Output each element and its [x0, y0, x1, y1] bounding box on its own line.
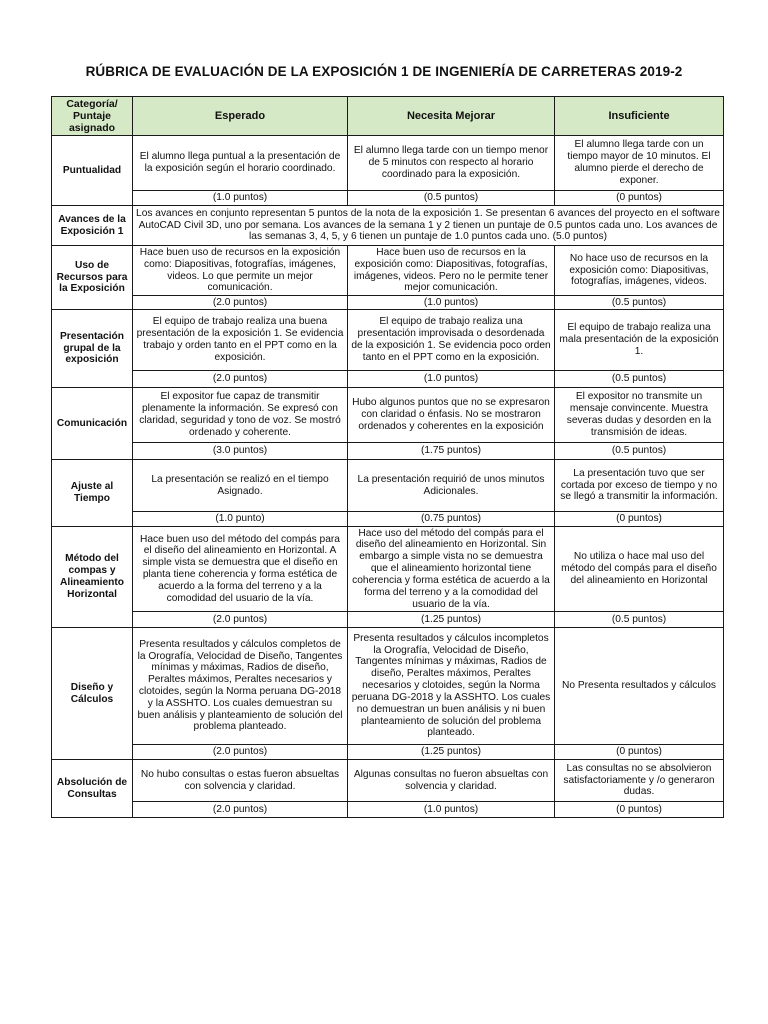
- insufficient-cell: El expositor no transmite un mensaje convincente. Muestra severas dudas y desorden en la transmisión de ideas.: [555, 388, 724, 443]
- criterion-cell: Método del compas y Alineamiento Horizontal: [52, 527, 133, 628]
- points-row: [52, 745, 724, 760]
- expected-points: (1.0 puntos): [133, 191, 348, 206]
- header-row: [52, 97, 724, 136]
- table-row: [52, 310, 724, 371]
- insufficient-points: (0.5 puntos): [555, 443, 724, 460]
- insufficient-cell: No utiliza o hace mal uso del método del compás para el diseño del alineamiento en Horizontal: [555, 527, 724, 612]
- expected-cell: El expositor fue capaz de transmitir plenamente la información. Se expresó con claridad, seguridad y tono de voz. Se mostró ordenado y coherente.: [133, 388, 348, 443]
- insufficient-points: (0.5 puntos): [555, 296, 724, 310]
- header-expected: Esperado: [133, 97, 348, 136]
- header-needs-improvement: Necesita Mejorar: [348, 97, 555, 136]
- table-row: [52, 527, 724, 612]
- needs-improvement-cell: La presentación requirió de unos minutos Adicionales.: [348, 460, 555, 512]
- needs-improvement-points: (0.75 puntos): [348, 512, 555, 527]
- insufficient-cell: Las consultas no se absolvieron satisfactoriamente y /o generaron dudas.: [555, 760, 724, 802]
- criterion-cell: Presentación grupal de la exposición: [52, 310, 133, 388]
- table-row: [52, 760, 724, 802]
- criterion-cell: Avances de la Exposición 1: [52, 206, 133, 246]
- expected-cell: El alumno llega puntual a la presentación de la exposición según el horario coordinado.: [133, 136, 348, 191]
- criterion-cell: Diseño y Cálculos: [52, 628, 133, 760]
- points-row: [52, 296, 724, 310]
- expected-points: (2.0 puntos): [133, 296, 348, 310]
- document-title: RÚBRICA DE EVALUACIÓN DE LA EXPOSICIÓN 1 DE INGENIERÍA DE CARRETERAS 2019-2: [85, 64, 683, 79]
- table-row: [52, 388, 724, 443]
- criterion-cell: Ajuste al Tiempo: [52, 460, 133, 527]
- table-row: [52, 628, 724, 745]
- points-row: [52, 371, 724, 388]
- rubric-table: [51, 96, 724, 818]
- needs-improvement-cell: Hace uso del método del compás para el diseño del alineamiento en Horizontal. Sin embargo a simple vista no se demuestra que el alineamiento horizontal tiene coherencia y forma estética de acuerdo a la forma del terreno y a la comodidad del usuario de la vía.: [348, 527, 555, 612]
- expected-cell: El equipo de trabajo realiza una buena presentación de la exposición 1. Se evidencia trabajo y orden tanto en el PPT como en la exposición.: [133, 310, 348, 371]
- insufficient-points: (0.5 puntos): [555, 371, 724, 388]
- needs-improvement-cell: Presenta resultados y cálculos incompletos la Orografía, Velocidad de Diseño, Tangentes mínimas y máximas, Radios de diseño, Peraltes máximos, Peraltes necesarios y clotoides, según la Norma peruana DG-2018 y la ASSHTO. Los cuales no demuestran un buen análisis y ni buen planteamiento de solución del problema planteado.: [348, 628, 555, 745]
- table-row: [52, 246, 724, 296]
- needs-improvement-cell: Algunas consultas no fueron absueltas con solvencia y claridad.: [348, 760, 555, 802]
- points-row: [52, 512, 724, 527]
- needs-improvement-points: (1.25 puntos): [348, 745, 555, 760]
- expected-points: (3.0 puntos): [133, 443, 348, 460]
- criterion-cell: Puntualidad: [52, 136, 133, 206]
- expected-cell: No hubo consultas o estas fueron absueltas con solvencia y claridad.: [133, 760, 348, 802]
- header-category: Categoría/ Puntaje asignado: [52, 97, 133, 136]
- insufficient-cell: No Presenta resultados y cálculos: [555, 628, 724, 745]
- needs-improvement-points: (1.0 puntos): [348, 296, 555, 310]
- expected-cell: Hace buen uso del método del compás para el diseño del alineamiento en Horizontal. A simple vista se demuestra que el diseño en planta tiene coherencia y forma estética de acuerdo a la forma del terreno y a la comodidad del usuario de la vía.: [133, 527, 348, 612]
- needs-improvement-cell: El alumno llega tarde con un tiempo menor de 5 minutos con respecto al horario coordinado para la exposición.: [348, 136, 555, 191]
- expected-points: (1.0 punto): [133, 512, 348, 527]
- needs-improvement-points: (1.0 puntos): [348, 371, 555, 388]
- needs-improvement-points: (1.25 puntos): [348, 612, 555, 628]
- points-row: [52, 612, 724, 628]
- criterion-cell: Absolución de Consultas: [52, 760, 133, 818]
- points-row: [52, 443, 724, 460]
- expected-points: (2.0 puntos): [133, 745, 348, 760]
- insufficient-points: (0 puntos): [555, 191, 724, 206]
- criterion-cell: Uso de Recursos para la Exposición: [52, 246, 133, 310]
- insufficient-points: (0 puntos): [555, 802, 724, 818]
- insufficient-points: (0 puntos): [555, 745, 724, 760]
- merged-description-cell: Los avances en conjunto representan 5 puntos de la nota de la exposición 1. Se presentan 6 avances del proyecto en el software AutoCAD Civil 3D, uno por semana. Los avances de la semana 1 y 2 tienen un puntaje de 0.5 puntos cada uno. Los avances de las semanas 3, 4, 5, y 6 tienen un puntaje de 1.0 puntos cada uno. (5.0 puntos): [133, 206, 724, 246]
- expected-points: (2.0 puntos): [133, 371, 348, 388]
- insufficient-cell: El equipo de trabajo realiza una mala presentación de la exposición 1.: [555, 310, 724, 371]
- expected-points: (2.0 puntos): [133, 612, 348, 628]
- insufficient-points: (0.5 puntos): [555, 612, 724, 628]
- table-row: [52, 206, 724, 246]
- needs-improvement-points: (1.0 puntos): [348, 802, 555, 818]
- table-row: [52, 136, 724, 191]
- needs-improvement-cell: El equipo de trabajo realiza una presentación improvisada o desordenada de la exposición 1. Se evidencia poco orden tanto en el PPT como en la exposición.: [348, 310, 555, 371]
- needs-improvement-cell: Hubo algunos puntos que no se expresaron con claridad o énfasis. No se mostraron ordenados y coherentes en la exposición: [348, 388, 555, 443]
- needs-improvement-cell: Hace buen uso de recursos en la exposición como: Diapositivas, fotografías, imágenes, videos. Pero no le permite tener mejor comunicación.: [348, 246, 555, 296]
- needs-improvement-points: (1.75 puntos): [348, 443, 555, 460]
- expected-cell: Hace buen uso de recursos en la exposición como: Diapositivas, fotografías, imágenes, videos. Lo que permite un mejor comunicación.: [133, 246, 348, 296]
- insufficient-points: (0 puntos): [555, 512, 724, 527]
- header-insufficient: Insuficiente: [555, 97, 724, 136]
- expected-points: (2.0 puntos): [133, 802, 348, 818]
- expected-cell: La presentación se realizó en el tiempo Asignado.: [133, 460, 348, 512]
- insufficient-cell: La presentación tuvo que ser cortada por exceso de tiempo y no se llegó a transmitir la información.: [555, 460, 724, 512]
- insufficient-cell: No hace uso de recursos en la exposición como: Diapositivas, fotografías, imágenes, videos.: [555, 246, 724, 296]
- table-row: [52, 460, 724, 512]
- points-row: [52, 191, 724, 206]
- criterion-cell: Comunicación: [52, 388, 133, 460]
- needs-improvement-points: (0.5 puntos): [348, 191, 555, 206]
- expected-cell: Presenta resultados y cálculos completos de la Orografía, Velocidad de Diseño, Tangentes mínimas y máximas, Radios de diseño, Peraltes máximos, Peraltes necesarios y clotoides, según la Norma peruana DG-2018 y la ASSHTO. Los cuales demuestran su buen análisis y planteamiento de solución del problema planteado.: [133, 628, 348, 745]
- insufficient-cell: El alumno llega tarde con un tiempo mayor de 10 minutos. El alumno pierde el derecho de exponer.: [555, 136, 724, 191]
- points-row: [52, 802, 724, 818]
